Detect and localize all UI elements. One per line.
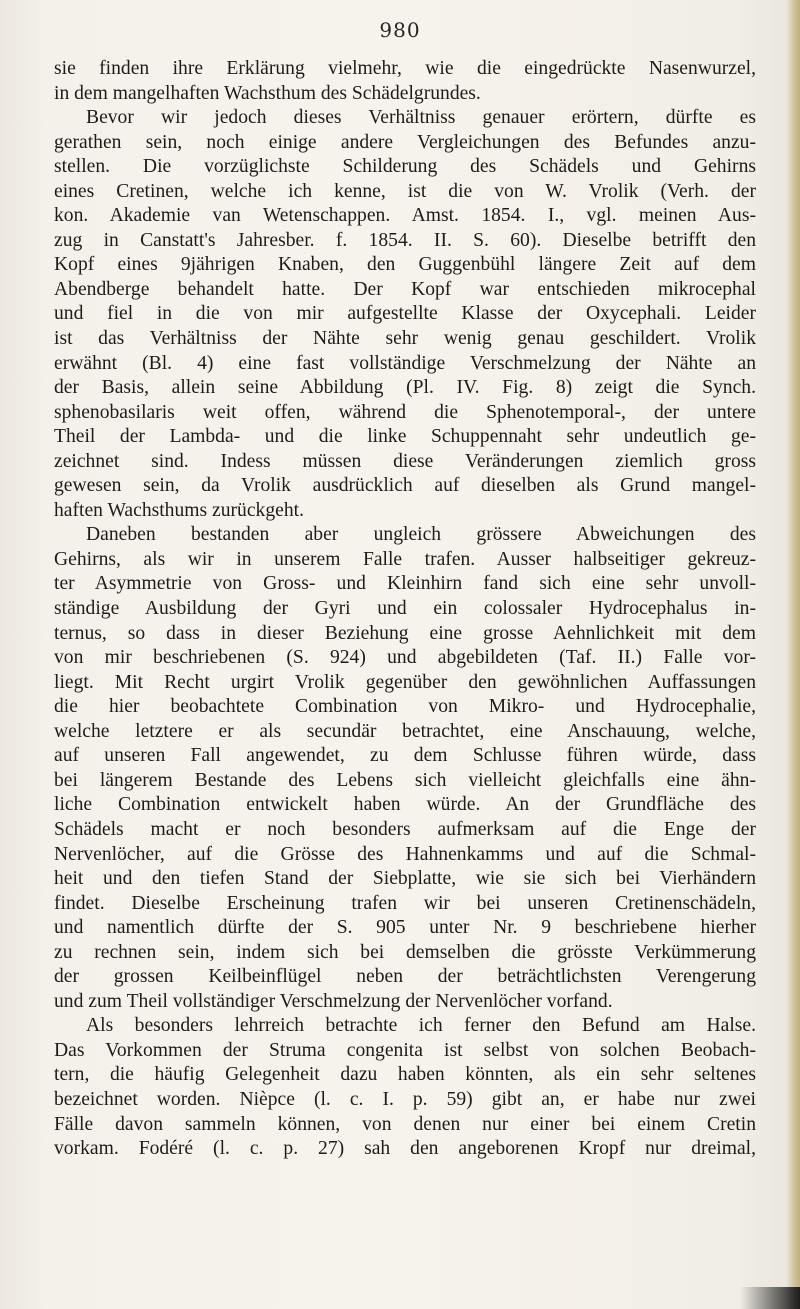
- text-line: Kopf eines 9jährigen Knaben, den Guggenbühl längere Zeit auf dem: [54, 254, 756, 276]
- text-line: und fiel in die von mir aufgestellte Klasse der Oxycephali. Leider: [54, 303, 756, 325]
- text-line: liche Combination entwickelt haben würde. An der Grundfläche des: [54, 794, 756, 816]
- text-line: Theil der Lambda- und die linke Schuppennaht sehr undeutlich ge-: [54, 426, 756, 448]
- body-text: [54, 57, 756, 1162]
- text-line: erwähnt (Bl. 4) eine fast vollständige Verschmelzung der Nähte an: [54, 352, 756, 374]
- text-line: ständige Ausbildung der Gyri und ein colossaler Hydrocephalus in-: [54, 598, 756, 620]
- page-number: 980: [379, 18, 421, 42]
- text-line: gerathen sein, noch einige andere Vergleichungen des Befundes anzu-: [54, 131, 756, 153]
- text-line: bezeichnet worden. Nièpce (l. c. I. p. 59) gibt an, er habe nur zwei: [54, 1088, 756, 1110]
- text-line: die hier beobachtete Combination von Mikro- und Hydrocephalie,: [54, 696, 756, 718]
- text-line: Gehirns, als wir in unserem Falle trafen. Ausser halbseitiger gekreuz-: [54, 548, 756, 570]
- text-line: Schädels macht er noch besonders aufmerksam auf die Enge der: [54, 818, 756, 840]
- text-line: bei längerem Bestande des Lebens sich vielleicht gleichfalls eine ähn-: [54, 769, 756, 791]
- text-line: und zum Theil vollständiger Verschmelzung der Nervenlöcher vorfand.: [54, 990, 613, 1012]
- page-edge-shadow: [786, 0, 800, 1309]
- text-line: zug in Canstatt's Jahresber. f. 1854. II. S. 60). Dieselbe betrifft den: [54, 229, 756, 251]
- text-line: auf unseren Fall angewendet, zu dem Schlusse führen würde, dass: [54, 745, 756, 767]
- text-line: gewesen sein, da Vrolik ausdrücklich auf dieselben als Grund mangel-: [54, 475, 756, 497]
- text-line: Daneben bestanden aber ungleich grössere Abweichungen des: [86, 524, 756, 546]
- text-line: tern, die häufig Gelegenheit dazu haben könnten, als ein sehr seltenes: [54, 1064, 756, 1086]
- text-line: Abendberge behandelt hatte. Der Kopf war entschieden mikrocephal: [54, 278, 756, 300]
- text-line: der Basis, allein seine Abbildung (Pl. IV. Fig. 8) zeigt die Synch.: [54, 377, 756, 399]
- text-line: von mir beschriebenen (S. 924) und abgebildeten (Taf. II.) Falle vor-: [54, 647, 756, 669]
- text-line: ternus, so dass in dieser Beziehung eine grosse Aehnlichkeit mit dem: [54, 622, 756, 644]
- text-line: liegt. Mit Recht urgirt Vrolik gegenüber den gewöhnlichen Auffassungen: [54, 671, 756, 693]
- text-line: Als besonders lehrreich betrachte ich ferner den Befund am Halse.: [86, 1015, 756, 1037]
- text-line: der grossen Keilbeinflügel neben der beträchtlichsten Verengerung: [54, 966, 756, 988]
- text-line: vorkam. Fodéré (l. c. p. 27) sah den angeborenen Kropf nur dreimal,: [54, 1138, 756, 1160]
- text-line: stellen. Die vorzüglichste Schilderung des Schädels und Gehirns: [54, 156, 756, 178]
- text-line: findet. Dieselbe Erscheinung trafen wir bei unseren Cretinenschädeln,: [54, 892, 756, 914]
- text-line: welche letztere er als secundär betrachtet, eine Anschauung, welche,: [54, 720, 756, 742]
- text-line: eines Cretinen, welche ich kenne, ist die von W. Vrolik (Verh. der: [54, 180, 756, 202]
- text-line: Nervenlöcher, auf die Grösse des Hahnenkamms und auf die Schmal-: [54, 843, 756, 865]
- text-line: Bevor wir jedoch dieses Verhältniss genauer erörtern, dürfte es: [86, 107, 756, 129]
- text-line: ist das Verhältniss der Nähte sehr wenig genau geschildert. Vrolik: [54, 328, 756, 350]
- text-line: heit und den tiefen Stand der Siebplatte, wie sie sich bei Vierhändern: [54, 868, 756, 890]
- text-line: zu rechnen sein, indem sich bei demselben die grösste Verkümmerung: [54, 941, 756, 963]
- text-line: sphenobasilaris weit offen, während die Sphenotemporal-, der untere: [54, 401, 756, 423]
- text-line: sie finden ihre Erklärung vielmehr, wie die eingedrückte Nasenwurzel,: [54, 58, 756, 79]
- text-line: ter Asymmetrie von Gross- und Kleinhirn fand sich eine sehr unvoll-: [54, 573, 756, 595]
- text-line: kon. Akademie van Wetenschappen. Amst. 1854. I., vgl. meinen Aus-: [54, 205, 756, 227]
- text-line: haften Wachsthums zurückgeht.: [54, 499, 304, 521]
- text-line: Das Vorkommen der Struma congenita ist selbst von solchen Beobach-: [54, 1039, 756, 1061]
- text-line: Fälle davon sammeln können, von denen nur einer bei einem Cretin: [54, 1113, 756, 1135]
- text-line: und namentlich dürfte der S. 905 unter Nr. 9 beschriebene hierher: [54, 917, 756, 939]
- scan-edge-mark: [740, 1287, 800, 1309]
- text-line: zeichnet sind. Indess müssen diese Veränderungen ziemlich gross: [54, 450, 756, 472]
- text-line: in dem mangelhaften Wachsthum des Schädelgrundes.: [54, 82, 481, 104]
